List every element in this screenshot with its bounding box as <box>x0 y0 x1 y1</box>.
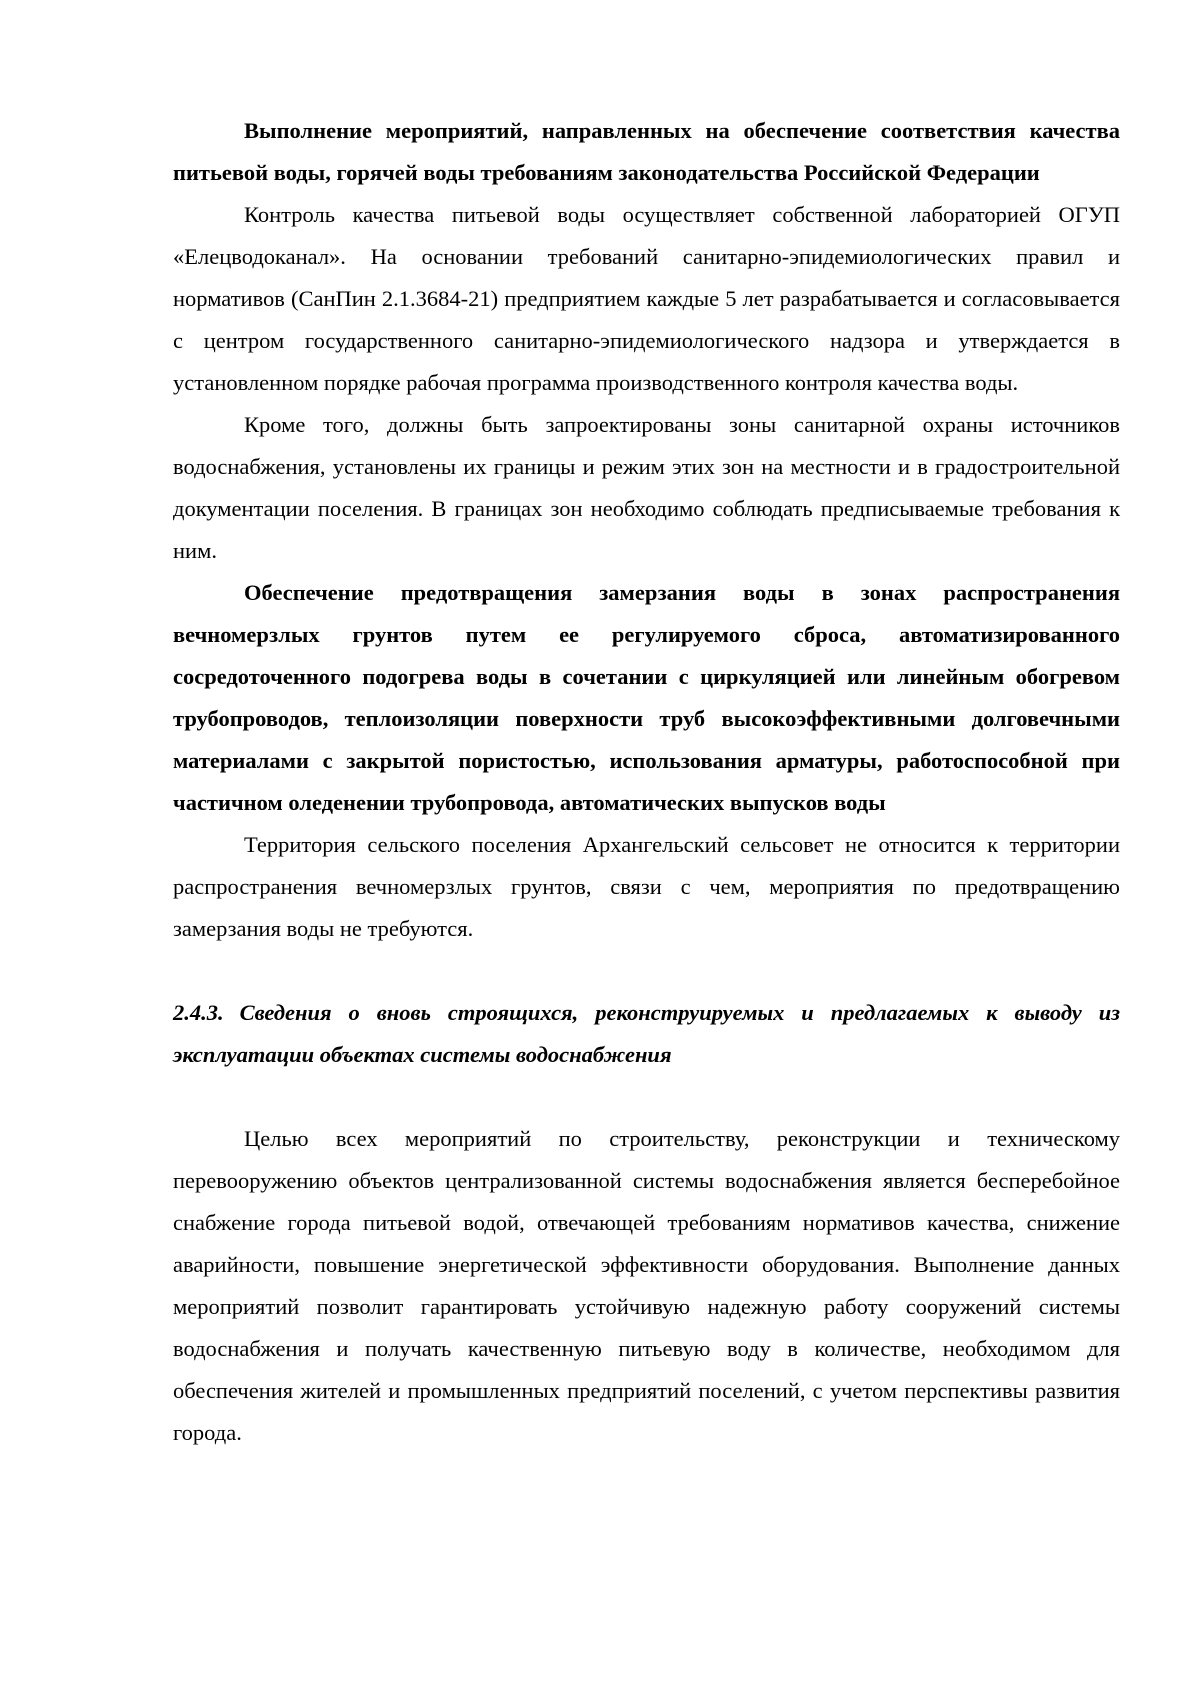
section-title: Сведения о вновь строящихся, реконструируемых и предлагаемых к выводу из эксплуатации объектах системы водоснабжения <box>173 1000 1120 1067</box>
heading-freeze-prevention: Обеспечение предотвращения замерзания воды в зонах распространения вечномерзлых грунтов путем ее регулируемого сброса, автоматизированного сосредоточенного подогрева воды в сочетании с циркуляцией или линейным обогревом трубопроводов, теплоизоляции поверхности труб высокоэффективными долговечными материалами с закрытой пористостью, использования арматуры, работоспособной при частичном оледенении трубопровода, автоматических выпусков воды <box>173 580 1120 815</box>
section-heading <box>173 992 1120 1076</box>
paragraph-sanitary-zones: Кроме того, должны быть запроектированы зоны санитарной охраны источников водоснабжения, установлены их границы и режим этих зон на местности и в градостроительной документации поселения. В границах зон необходимо соблюдать предписываемые требования к ним. <box>173 412 1120 563</box>
paragraph-quality-control: Контроль качества питьевой воды осуществляет собственной лабораторией ОГУП «Елецводоканал». На основании требований санитарно-эпидемиологических правил и нормативов (СанПин 2.1.3684-21) предприятием каждые 5 лет разрабатывается и согласовывается с центром государственного санитарно-эпидемиологического надзора и утверждается в установленном порядке рабочая программа производственного контроля качества воды. <box>173 202 1120 395</box>
heading-water-quality: Выполнение мероприятий, направленных на обеспечение соответствия качества питьевой воды, горячей воды требованиям законодательства Российской Федерации <box>173 118 1120 185</box>
paragraph-permafrost: Территория сельского поселения Архангельский сельсовет не относится к территории распространения вечномерзлых грунтов, связи с чем, мероприятия по предотвращению замерзания воды не требуются. <box>173 832 1120 941</box>
paragraph-objectives: Целью всех мероприятий по строительству, реконструкции и техническому перевооружению объектов централизованной системы водоснабжения является бесперебойное снабжение города питьевой водой, отвечающей требованиям нормативов качества, снижение аварийности, повышение энергетической эффективности оборудования. Выполнение данных мероприятий позволит гарантировать устойчивую надежную работу сооружений системы водоснабжения и получать качественную питьевую воду в количестве, необходимом для обеспечения жителей и промышленных предприятий поселений, с учетом перспективы развития города. <box>173 1126 1120 1445</box>
document-page <box>173 110 1120 1454</box>
section-number: 2.4.3. <box>173 1000 224 1025</box>
